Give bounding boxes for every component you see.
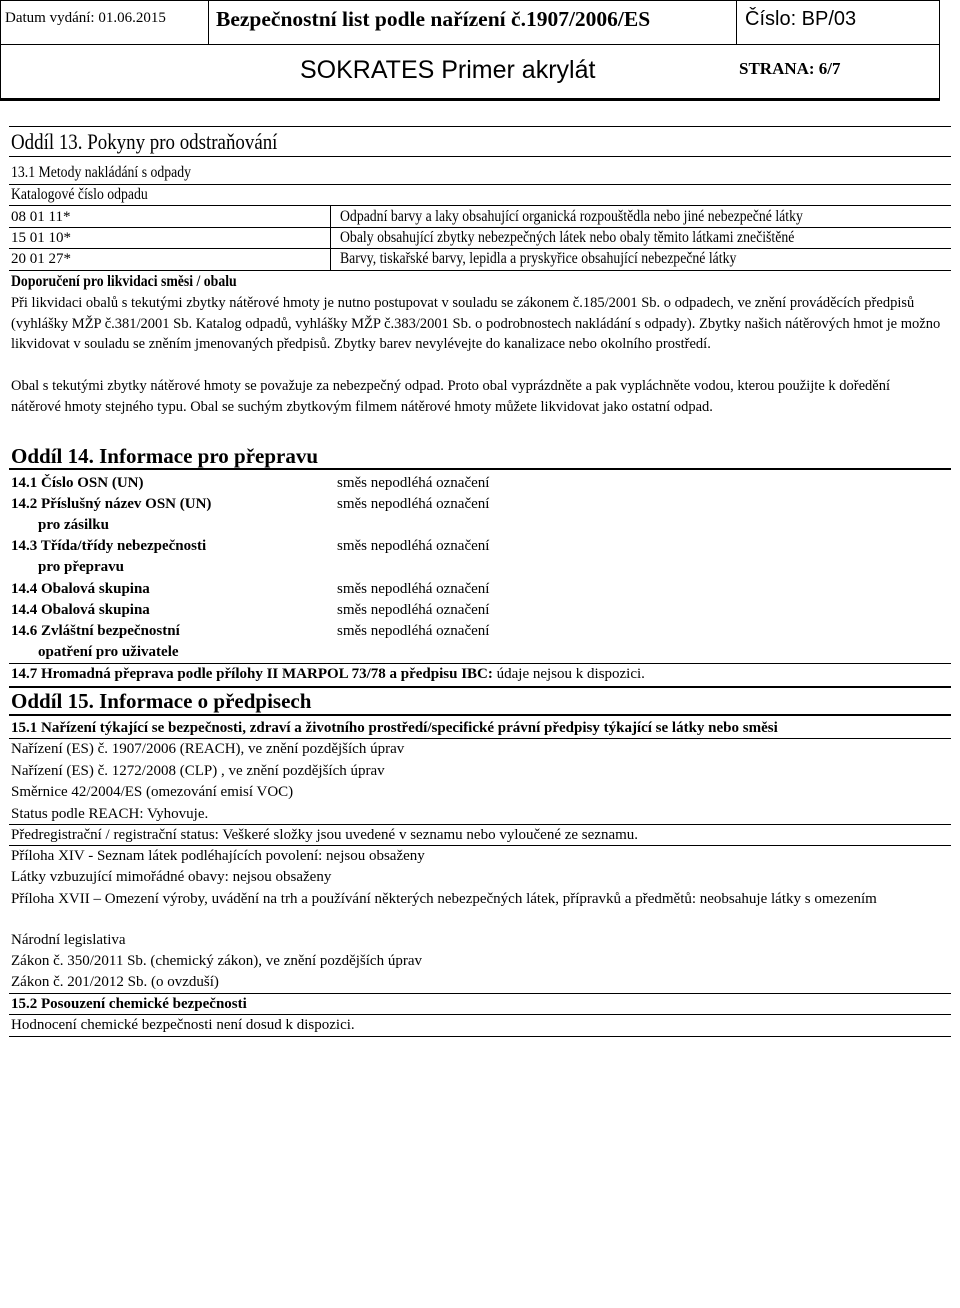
document-number: Číslo: BP/03 bbox=[745, 8, 857, 30]
regulation-line: Příloha XVII – Omezení výroby, uvádění na trh a používání některých nebezpečných látek, přípravků a předmětů: neobsahuje látky s omezením bbox=[11, 891, 877, 907]
waste-catalog-label: Katalogové číslo odpadu bbox=[11, 186, 148, 203]
regulation-line: Zákon č. 201/2012 Sb. (o ovzduší) bbox=[11, 974, 219, 990]
disposal-recommendation-title: Doporučení pro likvidaci směsi / obalu bbox=[11, 273, 237, 290]
product-name: SOKRATES Primer akrylát bbox=[300, 56, 596, 84]
waste-description: Odpadní barvy a laky obsahující organická rozpouštědla nebo jiné nebezpečné látky bbox=[340, 208, 803, 225]
transport-row-value: směs nepodléhá označení bbox=[337, 496, 490, 512]
waste-description: Obaly obsahující zbytky nebezpečných látek nebo obaly těmito látkami znečištěné bbox=[340, 229, 795, 246]
transport-row-value: směs nepodléhá označení bbox=[337, 581, 490, 597]
page-number: STRANA: 6/7 bbox=[739, 59, 841, 78]
transport-row-label: 14.2 Příslušný název OSN (UN) bbox=[11, 496, 212, 512]
regulation-line: Zákon č. 350/2011 Sb. (chemický zákon), ve znění pozdějších úprav bbox=[11, 953, 422, 969]
section-13-title: Oddíl 13. Pokyny pro odstraňování bbox=[11, 129, 278, 154]
marpol-label: 14.7 Hromadná přeprava podle přílohy II MARPOL 73/78 a předpisu IBC: bbox=[11, 666, 493, 682]
transport-row-label-cont: pro přepravu bbox=[38, 559, 124, 575]
regulation-line: Národní legislativa bbox=[11, 932, 126, 948]
section-15-title: Oddíl 15. Informace o předpisech bbox=[11, 689, 312, 713]
transport-row-value: směs nepodléhá označení bbox=[337, 475, 490, 491]
subsection-15-1: 15.1 Nařízení týkající se bezpečnosti, zdraví a životního prostředí/specifické právní předpisy týkající se látky nebo směsi bbox=[11, 720, 778, 736]
regulation-line: Nařízení (ES) č. 1272/2008 (CLP) , ve znění pozdějších úprav bbox=[11, 763, 385, 779]
transport-row-label: 14.6 Zvláštní bezpečnostní bbox=[11, 623, 180, 639]
transport-row-value: směs nepodléhá označení bbox=[337, 602, 490, 618]
subsection-13-1: 13.1 Metody nakládání s odpady bbox=[11, 164, 191, 181]
chemical-safety-assessment: Hodnocení chemické bezpečnosti není dosud k dispozici. bbox=[11, 1017, 355, 1033]
waste-code: 15 01 10* bbox=[11, 230, 71, 246]
marpol-value: údaje nejsou k dispozici. bbox=[492, 666, 645, 682]
disposal-paragraph-2: Obal s tekutými zbytky nátěrové hmoty se považuje za nebezpečný odpad. Proto obal vyprázdněte a pak vypláchněte vodou, kterou použijte k doředění nátěrové hmoty stejného typu. Obal se suchým zbytkovým filmem nátěrové hmoty můžete likvidovat jako ostatní odpad. bbox=[11, 378, 890, 415]
waste-description: Barvy, tiskařské barvy, lepidla a pryskyřice obsahující nebezpečné látky bbox=[340, 250, 737, 267]
document-title: Bezpečnostní list podle nařízení č.1907/2006/ES bbox=[216, 7, 651, 31]
regulation-line: Předregistrační / registrační status: Veškeré složky jsou uvedené v seznamu nebo vyloučené ze seznamu. bbox=[11, 827, 639, 843]
transport-row-label: 14.3 Třída/třídy nebezpečnosti bbox=[11, 538, 207, 554]
transport-row-label: 14.4 Obalová skupina bbox=[11, 602, 150, 618]
transport-row-value: směs nepodléhá označení bbox=[337, 538, 490, 554]
regulation-line: Status podle REACH: Vyhovuje. bbox=[11, 806, 209, 822]
regulation-line: Směrnice 42/2004/ES (omezování emisí VOC) bbox=[11, 784, 294, 800]
transport-row-label: 14.1 Číslo OSN (UN) bbox=[11, 475, 144, 491]
waste-code: 20 01 27* bbox=[11, 251, 71, 267]
waste-code: 08 01 11* bbox=[11, 209, 71, 225]
subsection-15-2: 15.2 Posouzení chemické bezpečnosti bbox=[11, 996, 247, 1012]
issue-date: Datum vydání: 01.06.2015 bbox=[5, 10, 166, 26]
transport-row-label: 14.4 Obalová skupina bbox=[11, 581, 150, 597]
disposal-paragraph-1: Při likvidaci obalů s tekutými zbytky nátěrové hmoty je nutno postupovat v souladu se zákonem č.185/2001 Sb. o odpadech, ve znění prováděcích předpisů (vyhlášky MŽP č.381/2001 Sb. Katalog odpadů, vyhlášky MŽP č.383/2001 Sb. o podrobnostech nakládání s odpady). Zbytky našich nátěrových hmot je možno likvidovat v souladu se zněním jmenovaných předpisů. Zbytky barev nevylévejte do kanalizace nebo okolního prostředí. bbox=[11, 295, 941, 352]
transport-row-label-cont: pro zásilku bbox=[38, 517, 109, 533]
section-14-title: Oddíl 14. Informace pro přepravu bbox=[11, 444, 319, 468]
marpol-line bbox=[11, 665, 645, 684]
transport-row-value: směs nepodléhá označení bbox=[337, 623, 490, 639]
regulation-line: Látky vzbuzující mimořádné obavy: nejsou obsaženy bbox=[11, 869, 332, 885]
regulation-line: Příloha XIV - Seznam látek podléhajících povolení: nejsou obsaženy bbox=[11, 848, 425, 864]
regulation-line: Nařízení (ES) č. 1907/2006 (REACH), ve znění pozdějších úprav bbox=[11, 741, 405, 757]
transport-row-label-cont: opatření pro uživatele bbox=[38, 644, 179, 660]
